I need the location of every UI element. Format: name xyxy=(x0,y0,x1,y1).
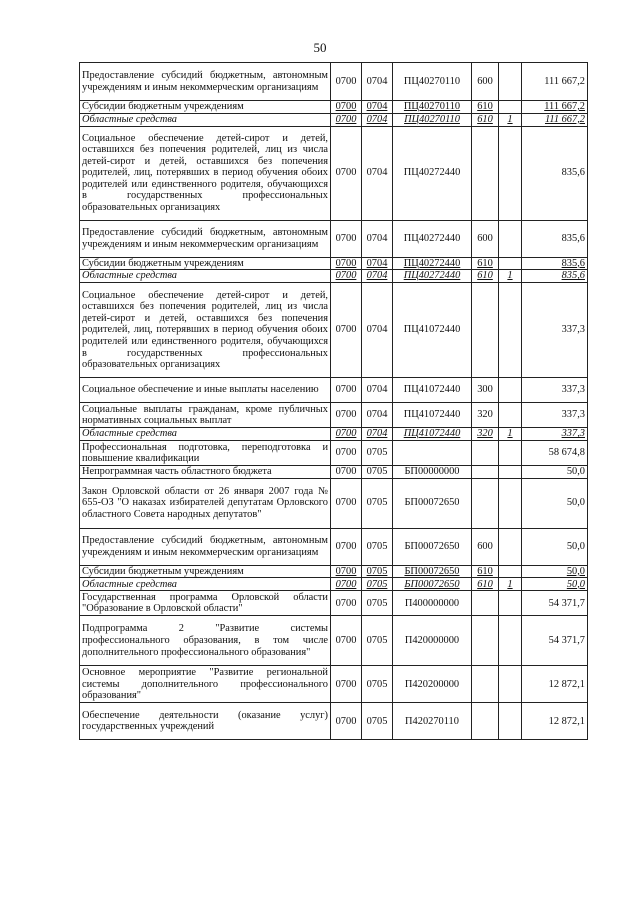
table-row xyxy=(80,591,588,616)
target-article-code: ПЦ40270110 xyxy=(393,113,472,126)
target-article-code: БП00072650 xyxy=(393,528,472,565)
amount: 50,0 xyxy=(522,565,588,578)
funding-source-code xyxy=(499,441,522,466)
item-name: Областные средства xyxy=(80,270,331,283)
section-code: 0700 xyxy=(331,270,362,283)
expense-type-code: 320 xyxy=(472,403,499,428)
amount: 337,3 xyxy=(522,428,588,441)
expense-type-code: 610 xyxy=(472,578,499,591)
amount: 835,6 xyxy=(522,257,588,270)
amount: 337,3 xyxy=(522,378,588,403)
subsection-code: 0704 xyxy=(362,403,393,428)
section-code: 0700 xyxy=(331,220,362,257)
table-row xyxy=(80,283,588,378)
item-name: Государственная программа Орловской области "Образование в Орловской области" xyxy=(80,591,331,616)
expense-type-code xyxy=(472,126,499,220)
funding-source-code xyxy=(499,220,522,257)
subsection-code: 0704 xyxy=(362,283,393,378)
funding-source-code xyxy=(499,257,522,270)
item-name: Областные средства xyxy=(80,578,331,591)
item-name: Основное мероприятие "Развитие региональной системы дополнительного профессионального образования" xyxy=(80,666,331,703)
amount: 12 872,1 xyxy=(522,666,588,703)
target-article-code: ПЦ41072440 xyxy=(393,283,472,378)
section-code: 0700 xyxy=(331,257,362,270)
funding-source-code: 1 xyxy=(499,113,522,126)
subsection-code: 0704 xyxy=(362,257,393,270)
expense-type-code: 610 xyxy=(472,257,499,270)
subsection-code: 0704 xyxy=(362,63,393,101)
target-article-code: ПЦ40270110 xyxy=(393,101,472,114)
amount: 111 667,2 xyxy=(522,63,588,101)
expense-type-code: 610 xyxy=(472,565,499,578)
table-row xyxy=(80,478,588,528)
target-article-code: ПЦ41072440 xyxy=(393,403,472,428)
amount: 50,0 xyxy=(522,478,588,528)
expense-type-code xyxy=(472,441,499,466)
funding-source-code xyxy=(499,101,522,114)
item-name: Областные средства xyxy=(80,428,331,441)
section-code: 0700 xyxy=(331,126,362,220)
target-article-code: ПЦ40272440 xyxy=(393,270,472,283)
target-article-code: БП00072650 xyxy=(393,578,472,591)
item-name: Социальное обеспечение детей-сирот и детей, оставшихся без попечения родителей, лиц из числа детей-сирот и детей, оставшихся без попечения родителей, лиц, потерявших в период обучения обоих родителей или единственного родителя, обучающихся в государственных профессиональных образовательных организациях xyxy=(80,126,331,220)
table-row xyxy=(80,126,588,220)
table-row xyxy=(80,528,588,565)
funding-source-code: 1 xyxy=(499,428,522,441)
amount: 337,3 xyxy=(522,403,588,428)
item-name: Социальное обеспечение детей-сирот и детей, оставшихся без попечения родителей, лиц из числа детей-сирот и детей, оставшихся без попечения родителей, лиц, потерявших в период обучения обоих родителей или единственного родителя, обучающихся в государственных профессиональных образовательных организациях xyxy=(80,283,331,378)
expense-type-code: 600 xyxy=(472,220,499,257)
section-code: 0700 xyxy=(331,441,362,466)
section-code: 0700 xyxy=(331,703,362,740)
target-article-code: ПЦ40272440 xyxy=(393,220,472,257)
expense-type-code: 610 xyxy=(472,113,499,126)
expense-type-code xyxy=(472,466,499,479)
amount: 50,0 xyxy=(522,578,588,591)
subsection-code: 0705 xyxy=(362,616,393,666)
budget-table xyxy=(79,62,588,740)
subsection-code: 0705 xyxy=(362,565,393,578)
funding-source-code xyxy=(499,126,522,220)
funding-source-code xyxy=(499,616,522,666)
table-row xyxy=(80,403,588,428)
item-name: Предоставление субсидий бюджетным, автономным учреждениям и иным некоммерческим организациям xyxy=(80,528,331,565)
funding-source-code xyxy=(499,528,522,565)
expense-type-code: 610 xyxy=(472,101,499,114)
subsection-code: 0704 xyxy=(362,378,393,403)
table-row xyxy=(80,616,588,666)
subsection-code: 0704 xyxy=(362,270,393,283)
table-row xyxy=(80,703,588,740)
funding-source-code xyxy=(499,378,522,403)
target-article-code: ПЦ41072440 xyxy=(393,428,472,441)
section-code: 0700 xyxy=(331,591,362,616)
table-row xyxy=(80,113,588,126)
subsection-code: 0705 xyxy=(362,666,393,703)
funding-source-code xyxy=(499,666,522,703)
table-row xyxy=(80,466,588,479)
section-code: 0700 xyxy=(331,578,362,591)
subsection-code: 0705 xyxy=(362,591,393,616)
target-article-code: ПЦ40272440 xyxy=(393,257,472,270)
section-code: 0700 xyxy=(331,478,362,528)
table-row xyxy=(80,428,588,441)
expense-type-code xyxy=(472,616,499,666)
funding-source-code: 1 xyxy=(499,578,522,591)
section-code: 0700 xyxy=(331,616,362,666)
item-name: Субсидии бюджетным учреждениям xyxy=(80,565,331,578)
table-row xyxy=(80,666,588,703)
expense-type-code: 610 xyxy=(472,270,499,283)
subsection-code: 0704 xyxy=(362,113,393,126)
table-row xyxy=(80,565,588,578)
table-row xyxy=(80,441,588,466)
item-name: Субсидии бюджетным учреждениям xyxy=(80,257,331,270)
item-name: Непрограммная часть областного бюджета xyxy=(80,466,331,479)
subsection-code: 0705 xyxy=(362,578,393,591)
item-name: Обеспечение деятельности (оказание услуг) государственных учреждений xyxy=(80,703,331,740)
subsection-code: 0704 xyxy=(362,428,393,441)
funding-source-code xyxy=(499,703,522,740)
expense-type-code: 300 xyxy=(472,378,499,403)
item-name: Областные средства xyxy=(80,113,331,126)
section-code: 0700 xyxy=(331,113,362,126)
table-body xyxy=(80,63,588,740)
amount: 50,0 xyxy=(522,466,588,479)
section-code: 0700 xyxy=(331,428,362,441)
amount: 111 667,2 xyxy=(522,101,588,114)
subsection-code: 0704 xyxy=(362,126,393,220)
target-article-code: БП00072650 xyxy=(393,478,472,528)
section-code: 0700 xyxy=(331,403,362,428)
expense-type-code: 600 xyxy=(472,528,499,565)
target-article-code: П400000000 xyxy=(393,591,472,616)
section-code: 0700 xyxy=(331,63,362,101)
expense-type-code xyxy=(472,666,499,703)
expense-type-code xyxy=(472,703,499,740)
amount: 58 674,8 xyxy=(522,441,588,466)
funding-source-code xyxy=(499,283,522,378)
amount: 111 667,2 xyxy=(522,113,588,126)
item-name: Предоставление субсидий бюджетным, автономным учреждениям и иным некоммерческим организациям xyxy=(80,63,331,101)
target-article-code: ПЦ41072440 xyxy=(393,378,472,403)
item-name: Закон Орловской области от 26 января 2007 года № 655-ОЗ "О наказах избирателей депутатам Орловского областного Совета народных депутатов" xyxy=(80,478,331,528)
subsection-code: 0704 xyxy=(362,101,393,114)
amount: 50,0 xyxy=(522,528,588,565)
funding-source-code: 1 xyxy=(499,270,522,283)
table-row xyxy=(80,257,588,270)
target-article-code: БП00072650 xyxy=(393,565,472,578)
target-article-code xyxy=(393,441,472,466)
target-article-code: П420000000 xyxy=(393,616,472,666)
table-row xyxy=(80,270,588,283)
expense-type-code xyxy=(472,283,499,378)
target-article-code: ПЦ40272440 xyxy=(393,126,472,220)
table-row xyxy=(80,578,588,591)
expense-type-code xyxy=(472,478,499,528)
funding-source-code xyxy=(499,63,522,101)
amount: 835,6 xyxy=(522,126,588,220)
table-row xyxy=(80,63,588,101)
target-article-code: ПЦ40270110 xyxy=(393,63,472,101)
amount: 337,3 xyxy=(522,283,588,378)
section-code: 0700 xyxy=(331,565,362,578)
expense-type-code: 320 xyxy=(472,428,499,441)
expense-type-code: 600 xyxy=(472,63,499,101)
section-code: 0700 xyxy=(331,101,362,114)
amount: 835,6 xyxy=(522,270,588,283)
amount: 54 371,7 xyxy=(522,616,588,666)
target-article-code: П420270110 xyxy=(393,703,472,740)
target-article-code: БП00000000 xyxy=(393,466,472,479)
item-name: Субсидии бюджетным учреждениям xyxy=(80,101,331,114)
section-code: 0700 xyxy=(331,528,362,565)
subsection-code: 0705 xyxy=(362,441,393,466)
amount: 12 872,1 xyxy=(522,703,588,740)
funding-source-code xyxy=(499,565,522,578)
subsection-code: 0705 xyxy=(362,703,393,740)
subsection-code: 0705 xyxy=(362,528,393,565)
funding-source-code xyxy=(499,478,522,528)
section-code: 0700 xyxy=(331,283,362,378)
table-row xyxy=(80,220,588,257)
item-name: Профессиональная подготовка, переподготовка и повышение квалификации xyxy=(80,441,331,466)
item-name: Социальное обеспечение и иные выплаты населению xyxy=(80,378,331,403)
subsection-code: 0705 xyxy=(362,466,393,479)
section-code: 0700 xyxy=(331,466,362,479)
table-row xyxy=(80,101,588,114)
section-code: 0700 xyxy=(331,378,362,403)
item-name: Предоставление субсидий бюджетным, автономным учреждениям и иным некоммерческим организациям xyxy=(80,220,331,257)
section-code: 0700 xyxy=(331,666,362,703)
subsection-code: 0705 xyxy=(362,478,393,528)
funding-source-code xyxy=(499,466,522,479)
funding-source-code xyxy=(499,591,522,616)
amount: 835,6 xyxy=(522,220,588,257)
item-name: Социальные выплаты гражданам, кроме публичных нормативных социальных выплат xyxy=(80,403,331,428)
page-number: 50 xyxy=(313,40,327,55)
target-article-code: П420200000 xyxy=(393,666,472,703)
funding-source-code xyxy=(499,403,522,428)
subsection-code: 0704 xyxy=(362,220,393,257)
amount: 54 371,7 xyxy=(522,591,588,616)
table-row xyxy=(80,378,588,403)
item-name: Подпрограмма 2 "Развитие системы профессионального образования, в том числе дополнительного профессионального образования" xyxy=(80,616,331,666)
expense-type-code xyxy=(472,591,499,616)
